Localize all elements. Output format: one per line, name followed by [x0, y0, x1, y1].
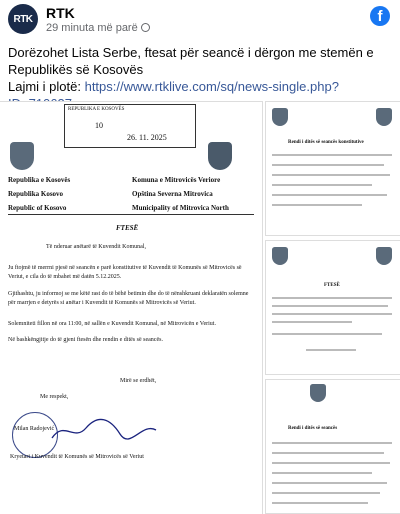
municipality-emblem-icon [376, 108, 392, 126]
kosovo-emblem-icon [272, 108, 288, 126]
stamp-line: 10 [95, 121, 103, 130]
text-line [272, 297, 392, 299]
paragraph-4: Në bashkëngjitje do të gjeni ftesën dhe rendin e ditës së seancës. [8, 337, 163, 343]
thumbnail-title: FTESË [324, 283, 340, 288]
link-prefix: Lajmi i plotë: [8, 79, 85, 94]
paragraph-3: Solemniteti fillon në ora 11:00, në sallën e Kuvendit Komunal, në Mitrovicën e Veriut. [8, 321, 216, 327]
text-line [272, 204, 362, 206]
paragraph-2: Gjithashtu, ju informoj se me këtë rast do të bëhë betimin dhe do të nënshkruani deklaratën solemne për marrjen e detyrës si anëtar i Kuvendit të Komunës së Mitrovicës së Veriut. [8, 291, 249, 306]
text-line [306, 349, 356, 351]
text-line [272, 154, 392, 156]
page-avatar[interactable] [8, 4, 38, 34]
header-right-line: Municipality of Mitrovica North [132, 204, 229, 212]
text-line [272, 462, 390, 464]
timestamp-text[interactable]: 29 minuta më parë [46, 22, 138, 34]
text-line [272, 442, 392, 444]
signature-name: Milan Radojević [14, 426, 55, 432]
post-caption: Dorëzohet Lista Serbe, ftesat për seancë i dërgon me stemën e Republikës së Kosovës [8, 45, 374, 77]
photo-grid [0, 102, 400, 514]
text-line [272, 194, 387, 196]
stamp-line: REPUBLIKA E KOSOVËS [68, 107, 125, 112]
globe-icon [141, 23, 150, 32]
stamp-line: 26. 11. 2025 [127, 133, 167, 142]
signature-icon [50, 414, 160, 444]
avatar-text: RTK [13, 13, 33, 25]
text-line [272, 452, 384, 454]
municipality-emblem-icon [208, 142, 232, 170]
header-right-line: Komuna e Mitrovicës Veriore [132, 176, 221, 184]
thumbnail-title: Rendi i ditës së seancës konstitutive [288, 140, 364, 145]
text-line [272, 305, 388, 307]
closing-respect: Me respekt, [40, 394, 69, 400]
header-left-line: Republic of Kosovo [8, 204, 67, 212]
text-line [272, 313, 392, 315]
document-image-main[interactable] [0, 102, 262, 514]
paragraph-1: Ju ftojmë të merrni pjesë në seancën e parë konstitutive të Kuvendit të Komunës së Mitrovicës së Veriut, e cila do të mbahet më datën 5.12.2025. [8, 265, 242, 280]
document-thumbnail-3[interactable] [266, 380, 400, 513]
kosovo-emblem-icon [310, 384, 326, 402]
header-left-line: Republika Kosovo [8, 190, 64, 198]
header-right-line: Opština Severna Mitrovica [132, 190, 213, 198]
text-line [272, 184, 372, 186]
kosovo-emblem-icon [272, 247, 288, 265]
thumbnail-title: Rendi i ditës së seancës [288, 426, 338, 431]
text-line [272, 482, 387, 484]
text-line [272, 174, 390, 176]
header-divider [8, 214, 254, 215]
text-line [272, 333, 382, 335]
document-title: FTESË [116, 224, 139, 232]
document-thumbnail-1[interactable] [266, 102, 400, 235]
text-line [272, 492, 380, 494]
text-line [272, 502, 368, 504]
post-header [0, 0, 400, 38]
post-timestamp[interactable] [46, 22, 150, 34]
closing-welcome: Mirë se erdhët, [120, 378, 157, 384]
salutation: Të nderuar anëtarë të Kuvendit Komunal, [46, 244, 146, 250]
facebook-icon[interactable]: f [370, 6, 390, 26]
text-line [272, 321, 352, 323]
kosovo-emblem-icon [10, 142, 34, 170]
text-line [272, 164, 384, 166]
text-line [272, 472, 372, 474]
article-link[interactable]: https://www.rtklive.com/sq/news-single.php? [84, 79, 339, 94]
municipality-emblem-icon [376, 247, 392, 265]
signature-title: Kryetari i Kuvendit të Komunës së Mitrovicës së Veriut [10, 454, 144, 460]
header-left-line: Republika e Kosovës [8, 176, 71, 184]
registry-stamp [64, 104, 196, 148]
document-thumbnail-2[interactable] [266, 241, 400, 374]
page-name[interactable]: RTK [46, 5, 75, 21]
